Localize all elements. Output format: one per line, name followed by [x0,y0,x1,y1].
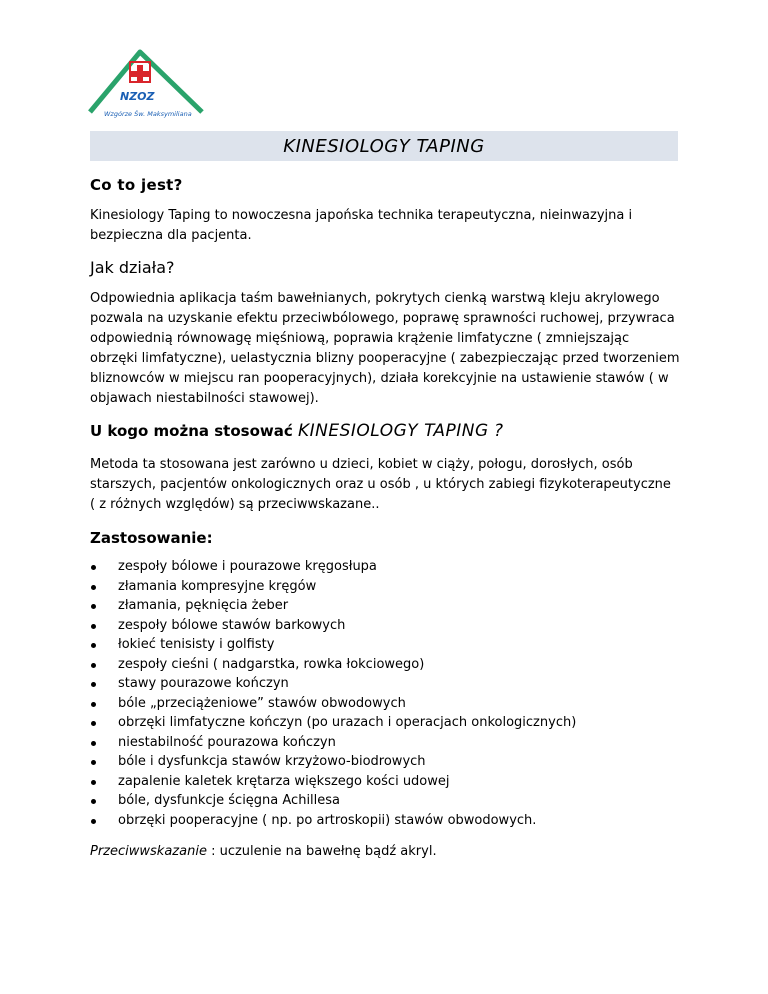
heading-what-is: Co to jest? [90,176,183,194]
clinic-logo [84,48,214,124]
list-item: zespoły bólowe i pourazowe kręgosłupa [90,557,680,577]
list-item: zapalenie kaletek krętarza większego kości udowej [90,772,680,792]
list-item: łokieć tenisisty i golfisty [90,635,680,655]
page-title: KINESIOLOGY TAPING [283,136,485,157]
list-item: zespoły bólowe stawów barkowych [90,616,680,636]
list-item: złamania, pęknięcia żeber [90,596,680,616]
contraindication [90,842,680,862]
heading-for-whom-prefix: U kogo można stosować [90,422,293,440]
heading-for-whom-suffix: ? [493,421,504,441]
heading-for-whom [90,421,680,441]
paragraph-how-it-works: Odpowiednia aplikacja taśm bawełnianych, pokrytych cienką warstwą kleju akrylowego pozwala na uzyskanie efektu przeciwbólowego, poprawę sprawności ruchowej, przywraca odpowiednią równowagę mięśniową, poprawia krążenie limfatyczne ( zmniejszając obrzęki limfatyczne), uelastycznia blizny pooperacyjne ( zabezpieczając przed tworzeniem bliznowców w miejscu ran pooperacyjnych), działa korekcyjnie na ustawienie stawów ( w objawach niestabilności stawowej). [90,291,680,406]
list-item: obrzęki pooperacyjne ( np. po artroskopii) stawów obwodowych. [90,811,680,831]
heading-for-whom-deco: KINESIOLOGY TAPING [297,421,489,441]
heading-applications: Zastosowanie: [90,529,213,547]
title-banner [90,131,678,161]
list-item: złamania kompresyjne kręgów [90,577,680,597]
paragraph-for-whom: Metoda ta stosowana jest zarówno u dzieci, kobiet w ciąży, połogu, dorosłych, osób starszych, pacjentów onkologicznych oraz u osób , u których zabiegi fizykoterapeutyczne ( z różnych względów) są przeciwwskazane.. [90,457,671,512]
contraindication-text: : uczulenie na bawełnę bądź akryl. [211,844,437,859]
list-item: bóle, dysfunkcje ścięgna Achillesa [90,791,680,811]
list-item: zespoły cieśni ( nadgarstka, rowka łokciowego) [90,655,680,675]
applications-list [90,557,680,830]
heading-how-it-works: Jak działa? [90,258,175,277]
list-item: obrzęki limfatyczne kończyn (po urazach i operacjach onkologicznych) [90,713,680,733]
list-item: bóle „przeciążeniowe” stawów obwodowych [90,694,680,714]
logo-graphic [84,48,214,124]
logo-subtitle: Wzgórze Św. Maksymiliana [104,110,192,118]
contraindication-label: Przeciwwskazanie [90,844,207,859]
list-item: stawy pourazowe kończyn [90,674,680,694]
paragraph-what-is: Kinesiology Taping to nowoczesna japońska technika terapeutyczna, nieinwazyjna i bezpieczna dla pacjenta. [90,208,633,243]
list-item: bóle i dysfunkcja stawów krzyżowo-biodrowych [90,752,680,772]
logo-name: NZOZ [120,90,155,103]
list-item: niestabilność pourazowa kończyn [90,733,680,753]
document-body [90,176,680,862]
